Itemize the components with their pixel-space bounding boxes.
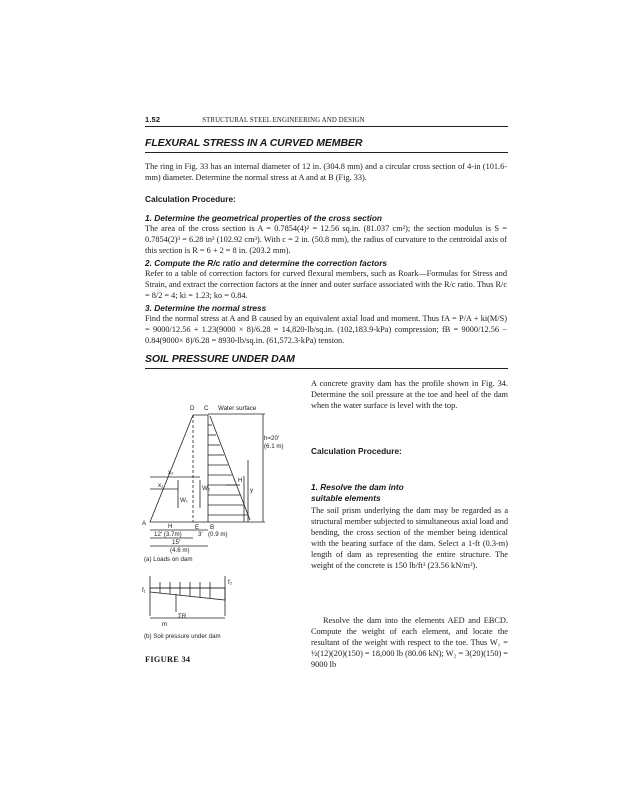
dam-outline [150, 415, 208, 522]
section-rule-2 [145, 368, 508, 369]
figure-caption: FIGURE 34 [145, 655, 191, 664]
label-f2: f₂ [228, 579, 233, 586]
dam-para-1: The soil prism underlying the dam may be regarded as a structural member subjected to simultaneous axial load and bending, the cross section of the member being identical with the bearing surface of the dam. Select a 1-ft (0.3-m) length of dam as representing the entire structure. The weight of the concrete is 150 lb/ft³ (23.56 kN/m³). [311, 506, 508, 570]
step-1-heading-b: suitable elements [311, 493, 381, 503]
label-H: H [238, 477, 243, 484]
running-header [145, 115, 505, 124]
calc-heading-1: Calculation Procedure: [145, 194, 236, 204]
step-2 [145, 258, 507, 301]
label-C: C [204, 405, 209, 412]
label-x1: x₁ [158, 482, 164, 489]
step-1-heading-a: 1. Resolve the dam into [311, 482, 404, 492]
step-heading: 1. Determine the geometrical properties of the cross section [145, 213, 382, 223]
section-title-soil: SOIL PRESSURE UNDER DAM [145, 353, 295, 365]
section-rule-1 [145, 152, 508, 153]
label-3ft: 3' [198, 531, 203, 538]
calc-heading-2: Calculation Procedure: [311, 446, 402, 456]
label-12ft: 12' (3.7m) [154, 531, 182, 538]
dam-para-2: Resolve the dam into the elements AED and EBCD. Compute the weight of each element, and locate the resultant of the weight with respect to the toe. Thus W₁ = ½(12)(20)(150) = 18,000 lb (80.06 kN); W₂ = 3(20)(150) = 9000 lb [311, 616, 508, 669]
label-R: ΣR [178, 613, 187, 620]
header-rule [145, 126, 508, 127]
label-15ft: 15' [172, 539, 181, 546]
label-W2: W₂ [202, 485, 211, 492]
step-body: The area of the cross section is A = 0.7854(4)² = 12.56 sq.in. (81.037 cm²); the section modulus is S = 0.7854(2)³ = 6.28 in³ (102.92 cm³). With c = 2 in. (50.8 mm), the radius of curvature to the centroidal axis of this section is R = 6 + 2 = 8 in. (203.2 mm). [145, 224, 507, 255]
section-title-flexural: FLEXURAL STRESS IN A CURVED MEMBER [145, 137, 363, 149]
label-D: D [190, 405, 195, 412]
section1-intro: The ring in Fig. 33 has an internal diameter of 12 in. (304.8 mm) and a circular cross section of 4-in (101.6-mm) diameter. Determine the normal stress at A and at B (Fig. 33). [145, 162, 507, 182]
figure-34-diagram [140, 380, 300, 642]
label-dim-H: H [168, 523, 173, 530]
label-B: B [210, 524, 215, 531]
caption-a: (a) Loads on dam [144, 556, 193, 563]
step-body: Find the normal stress at A and B caused by an equivalent axial load and moment. Thus fA = P/A + ki(M/S) = 9000/12.56 + 1.23(9000 × 8)/6.28 = 14,820-lb/sq.in. (102,183.9-kPa) compression; fB = 9000/12.56 − 0.84(9000× 8)/6.28 = 8930-lb/sq.in. (61,572.3-kPa) tension. [145, 314, 507, 345]
label-x2: x₂ [168, 469, 174, 476]
label-A: A [142, 520, 147, 527]
step-heading: 3. Determine the normal stress [145, 303, 267, 313]
label-h-si: (6.1 m) [264, 443, 284, 450]
step-body: Refer to a table of correction factors for curved flexural members, such as Roark—Formulas for Stress and Strain, and extract the correction factors at the inner and outer surface associated with the R/c ratio. Thus R/c = 8/2 = 4; ki = 1.23; ko = 0.84. [145, 269, 508, 300]
label-15ft-si: (4.6 m) [170, 547, 190, 554]
caption-b: (b) Soil pressure under dam [144, 633, 221, 640]
running-title: STRUCTURAL STEEL ENGINEERING AND DESIGN [202, 117, 365, 124]
label-h: h=20' [264, 435, 280, 442]
step-heading: 2. Compute the R/c ratio and determine the correction factors [145, 258, 388, 268]
label-y: y [250, 487, 254, 494]
step-3 [145, 303, 507, 346]
label-m: m [162, 621, 168, 628]
label-f1: f₁ [142, 587, 146, 594]
label-3ft-si: (0.9 m) [208, 531, 228, 538]
page-number: 1.52 [145, 115, 161, 124]
section2-intro: A concrete gravity dam has the profile shown in Fig. 34. Determine the soil pressure at the toe and heel of the dam when the water surface is level with the top. [311, 379, 508, 410]
step-1 [145, 213, 507, 256]
label-water-surface: Water surface [218, 405, 257, 412]
label-E: E [195, 524, 200, 531]
label-W1: W₁ [180, 497, 188, 504]
